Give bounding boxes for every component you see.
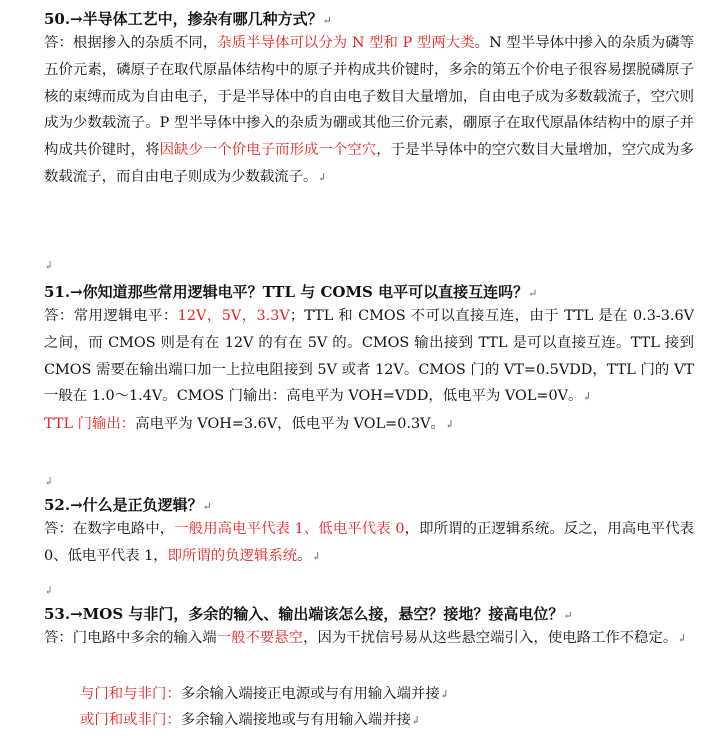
answer-51-highlight-2: TTL 门输出： — [44, 416, 136, 433]
answer-52 — [44, 516, 694, 571]
question-51-title-text: 51.→你知道那些常用逻辑电平？TTL 与 COMS 电平可以直接互连吗？ — [44, 283, 529, 301]
paragraph-mark-icon: ↲ — [311, 549, 321, 563]
question-50 — [44, 8, 694, 192]
answer-53-sub-highlight-2: 或门和或非门： — [80, 712, 181, 728]
answer-53-sub-text-1: 多余输入端接正电源或与有用输入端并接 — [180, 686, 440, 702]
question-53-title — [44, 603, 694, 625]
answer-53-sub-item-2 — [80, 707, 420, 734]
answer-51 — [44, 303, 694, 439]
answer-51-text-1: 答：常用逻辑电平： — [44, 308, 178, 324]
answer-52-highlight-2: 即所谓的负逻辑系统 — [167, 547, 298, 564]
answer-53-sub-highlight-1: 与门和与非门： — [80, 686, 181, 702]
answer-51-text-3: 高电平为 VOH=3.6V，低电平为 VOL=0.3V。 — [135, 416, 445, 433]
question-53-title-text: 53.→MOS 与非门，多余的输入、输出端该怎么接，悬空？接地？接高电位？ — [44, 605, 564, 623]
question-51 — [44, 281, 694, 439]
paragraph-mark-icon: ↲ — [439, 688, 450, 701]
answer-52-text-1: 答：在数字电路中， — [44, 521, 175, 537]
answer-52-highlight-1: 一般用高电平代表 1、低电平代表 0 — [174, 521, 405, 537]
answer-50-highlight-1: 杂质半导体可以分为 N 型和 P 型两大类 — [217, 35, 475, 51]
answer-53 — [44, 625, 694, 653]
answer-53-sub-text-2: 多余输入端接地或与有用输入端并接 — [180, 712, 412, 728]
question-52-title-text: 52.→什么是正负逻辑？ — [44, 496, 203, 514]
question-52-title — [44, 494, 694, 516]
answer-53-text-1: 答：门电路中多余的输入端 — [44, 630, 217, 646]
paragraph-mark-icon: ↵ — [528, 287, 538, 300]
question-50-title — [44, 8, 694, 30]
paragraph-mark-icon: ↲ — [44, 584, 54, 597]
paragraph-mark-icon: ↵ — [563, 609, 573, 622]
empty-paragraph — [44, 259, 53, 273]
question-52 — [44, 494, 694, 571]
answer-50-text-3: ，于是半导体中的空穴数目大量增加，空穴成为多数载流子，而自由电子则成为少数载流子。 — [44, 142, 694, 185]
answer-50-highlight-2: 因缺少一个价电子而形成一个空穴 — [159, 142, 377, 159]
question-51-title — [44, 281, 694, 303]
paragraph-mark-icon: ↵ — [202, 500, 212, 513]
empty-paragraph — [44, 584, 53, 598]
answer-50-text-2: 。N 型半导体中掺入的杂质为磷等五价元素，磷原子在取代原晶体结构中的原子并构成共价键时，多余的第五个价电子很容易摆脱磷原子核的束缚而成为自由电子，于是半导体中的自由电子数目大量增加，自由电子成为多数载流子，空穴则成为少数载流子。P 型半导体中掺入的杂质为硼或其他三价元素，硼原子在取代原晶体结构中的原子并构成共价键时，将 — [44, 35, 694, 159]
answer-53-highlight-1: 一般不要悬空 — [216, 630, 304, 646]
paragraph-mark-icon: ↲ — [44, 259, 54, 272]
paragraph-mark-icon: ↲ — [317, 170, 327, 184]
question-50-title-text: 50.→半导体工艺中，掺杂有哪几种方式？ — [44, 10, 323, 28]
answer-52-text-3: 。 — [297, 547, 312, 564]
paragraph-mark-icon: ↵ — [322, 14, 332, 27]
answer-50-text-1: 答：根据掺入的杂质不同， — [44, 35, 218, 51]
empty-paragraph — [44, 475, 53, 489]
answer-51-text-2: ；TTL 和 CMOS 不可以直接互连，由于 TTL 是在 0.3-3.6V 之间，而 CMOS 则是有在 12V 的有在 5V 的。CMOS 输出接到 TTL 是可以直接互连。TTL 接到 CMOS 需要在输出端口加一上拉电阻接到 5V 或者 12V。CMOS 门的 VT=0.5VDD，TTL 门的 VT 一般在 1.0～1.4V。CMOS 门输出：高电平为 VOH=VDD，低电平为 VOL=0V。 — [44, 308, 694, 405]
paragraph-mark-icon: ↲ — [44, 475, 54, 488]
answer-53-text-2: ，因为干扰信号易从这些悬空端引入，使电路工作不稳定。 — [303, 630, 678, 646]
paragraph-mark-icon: ↲ — [582, 390, 592, 404]
answer-50 — [44, 30, 694, 192]
answer-53-sub-item-1 — [80, 681, 449, 708]
paragraph-mark-icon: ↲ — [444, 418, 455, 432]
paragraph-mark-icon: ↲ — [677, 632, 687, 645]
answer-52-text-2: ，即所谓的正逻辑系统。反之，用高电平代表 0、低电平代表 1， — [44, 521, 694, 564]
question-53 — [44, 603, 694, 653]
paragraph-mark-icon: ↲ — [411, 714, 421, 727]
answer-51-highlight-1: 12V，5V，3.3V — [177, 308, 290, 324]
